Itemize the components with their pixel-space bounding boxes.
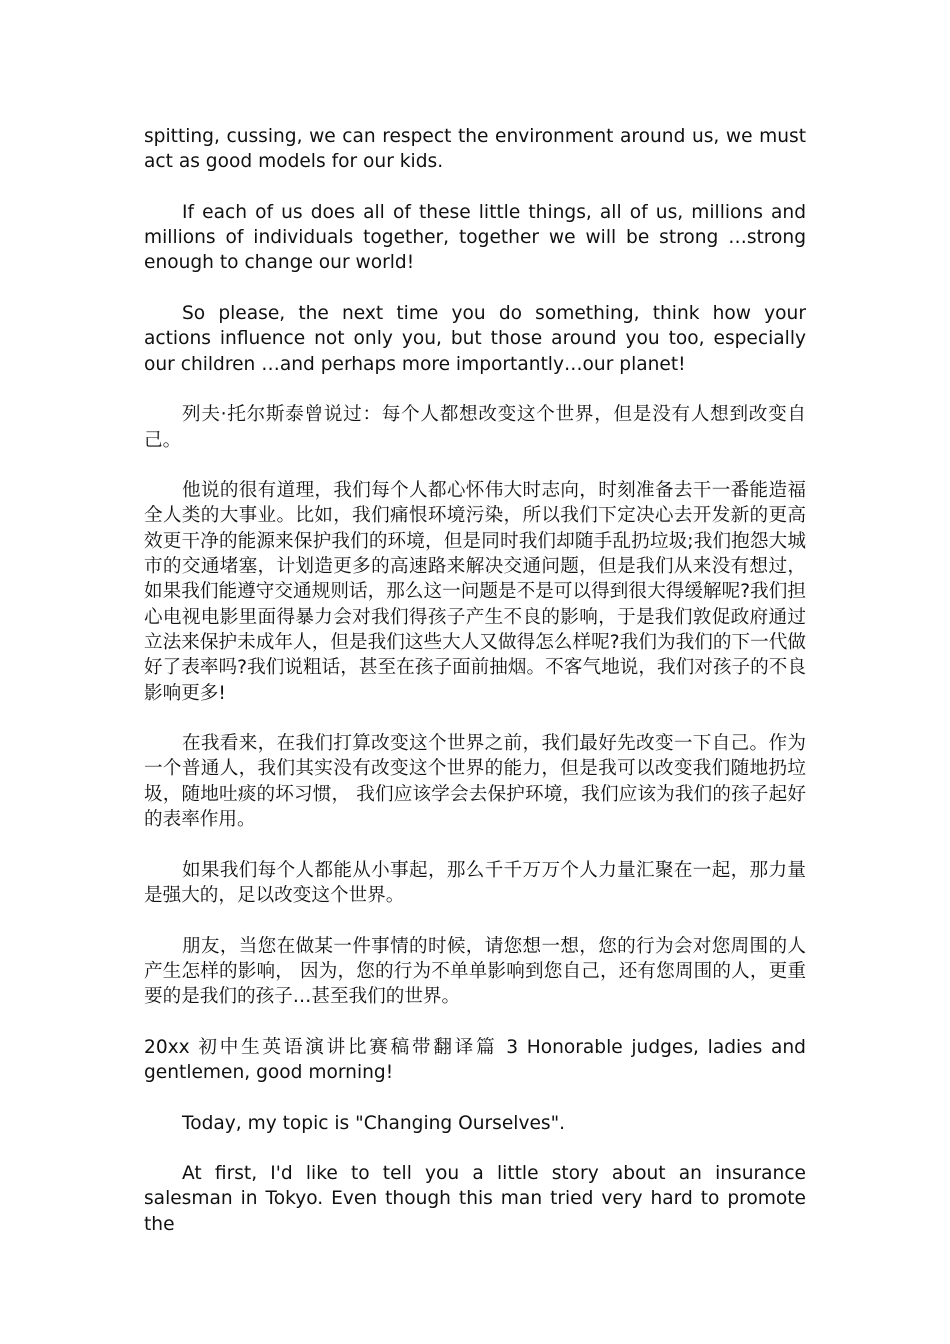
paragraph-8: 朋友，当您在做某一件事情的时候，请您想一想，您的行为会对您周围的人产生怎样的影响， 因为，您的行为不单单影响到您自己，还有您周围的人，更重要的是我们的孩子…甚至我们的世界。 (144, 935, 806, 1008)
paragraph-1: spitting, cussing, we can respect the environment around us, we must act as good models for our kids. (144, 126, 806, 173)
paragraph-2: If each of us does all of these little things, all of us, millions and millions of individuals together, together we will be strong …strong enough to change our world! (144, 201, 806, 274)
paragraph-4: 列夫·托尔斯泰曾说过：每个人都想改变这个世界，但是没有人想到改变自己。 (144, 404, 806, 451)
paragraph-7: 如果我们每个人都能从小事起，那么千千万万个人力量汇聚在一起，那力量是强大的，足以改变这个世界。 (144, 859, 806, 906)
paragraph-3: So please, the next time you do something, think how your actions influence not only you, but those around you too, especially our children …and perhaps more importantly…our planet! (144, 303, 806, 375)
paragraph-topic: Today, my topic is "Changing Ourselves". (182, 1112, 566, 1134)
document-page (144, 124, 806, 1237)
section-heading-paragraph (144, 1035, 806, 1086)
paragraph-5: 他说的很有道理，我们每个人都心怀伟大时志向，时刻准备去干一番能造福全人类的大事业。比如，我们痛恨环境污染，所以我们下定决心去开发新的更高效更干净的能源来保护我们的环境，但是同时我们却随手乱扔垃圾;我们抱怨大城市的交通堵塞，计划造更多的高速路来解决交通问题，但是我们从来没有想过，如果我们能遵守交通规则话，那么这一问题是不是可以得到很大得缓解呢?我们担心电视电影里面得暴力会对我们得孩子产生不良的影响，于是我们敦促政府通过立法来保护未成年人，但是我们这些大人又做得怎么样呢?我们为我们的下一代做好了表率吗?我们说粗话，甚至在孩子面前抽烟。不客气地说，我们对孩子的不良影响更多! (144, 480, 806, 704)
section-heading: 20xx 初中生英语演讲比赛稿带翻译篇 3 (144, 1036, 519, 1058)
section-opening: Honorable judges, ladies and gentlemen, good morning! (144, 1036, 806, 1083)
paragraph-6: 在我看来，在我们打算改变这个世界之前，我们最好先改变一下自己。作为一个普通人，我们其实没有改变这个世界的能力，但是我可以改变我们随地扔垃圾，随地吐痰的坏习惯， 我们应该学会去保护环境，我们应该为我们的孩子起好的表率作用。 (144, 733, 806, 831)
paragraph-story: At first, I'd like to tell you a little story about an insurance salesman in Tokyo. Even though this man tried very hard to promote the (144, 1163, 806, 1235)
